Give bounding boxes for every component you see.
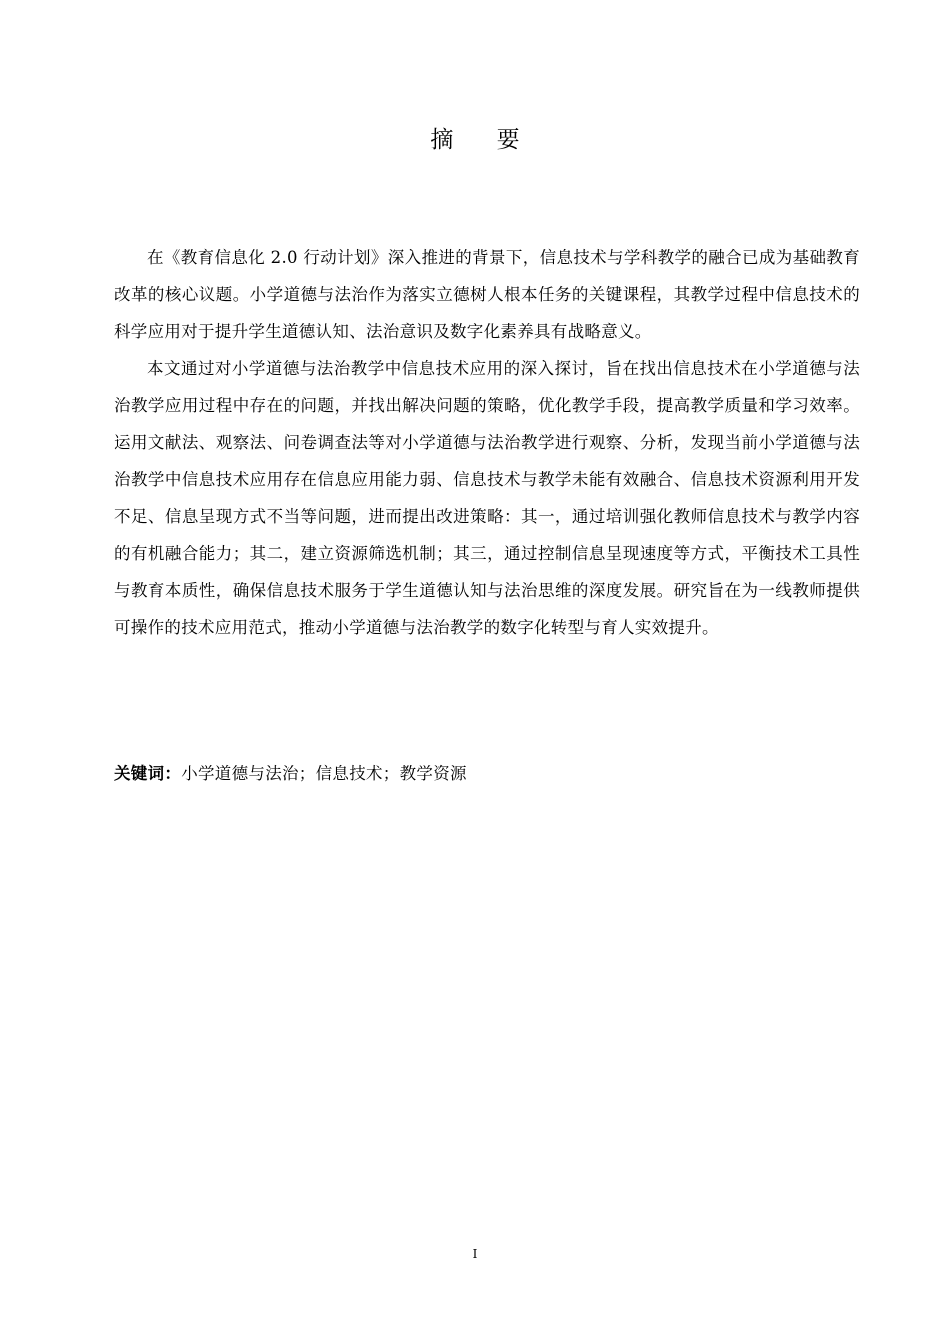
keywords-text: 小学道德与法治；信息技术；教学资源: [181, 764, 467, 783]
keywords-line: [114, 760, 860, 788]
page-title: 摘 要: [430, 127, 538, 153]
abstract-body: [114, 239, 860, 646]
page-number: I: [472, 1247, 478, 1261]
abstract-paragraph-1: 在《教育信息化 2.0 行动计划》深入推进的背景下，信息技术与学科教学的融合已成为基础教育改革的核心议题。小学道德与法治作为落实立德树人根本任务的关键课程，其教学过程中信息技术的科学应用对于提升学生道德认知、法治意识及数字化素养具有战略意义。: [114, 248, 860, 341]
abstract-paragraph-2: 本文通过对小学道德与法治教学中信息技术应用的深入探讨，旨在找出信息技术在小学道德与法治教学应用过程中存在的问题，并找出解决问题的策略，优化教学手段，提高教学质量和学习效率。运用文献法、观察法、问卷调查法等对小学道德与法治教学进行观察、分析，发现当前小学道德与法治教学中信息技术应用存在信息应用能力弱、信息技术与教学未能有效融合、信息技术资源利用开发不足、信息呈现方式不当等问题，进而提出改进策略：其一，通过培训强化教师信息技术与教学内容的有机融合能力；其二，建立资源筛选机制；其三，通过控制信息呈现速度等方式，平衡技术工具性与教育本质性，确保信息技术服务于学生道德认知与法治思维的深度发展。研究旨在为一线教师提供可操作的技术应用范式，推动小学道德与法治教学的数字化转型与育人实效提升。: [114, 359, 860, 637]
keywords-label: 关键词：: [114, 764, 182, 783]
